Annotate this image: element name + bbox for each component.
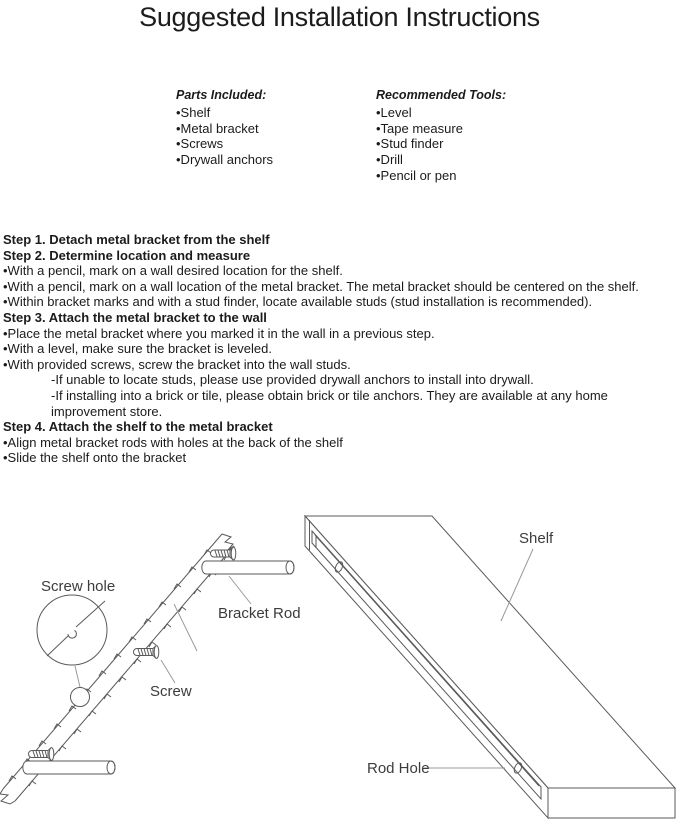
step-bullet: •Align metal bracket rods with holes at the back of the shelf: [3, 434, 343, 450]
rod-hole-label: Rod Hole: [367, 760, 430, 777]
list-item: •Screws: [176, 136, 224, 152]
instruction-steps: [3, 232, 677, 466]
screw-hole-label: Screw hole: [41, 578, 116, 595]
list-item: •Drywall anchors: [176, 152, 274, 168]
list-item: •Level: [376, 104, 412, 120]
screw-icon: [134, 646, 159, 659]
installation-diagram: [0, 480, 679, 821]
rail-break-bottom: [0, 789, 15, 804]
step-subnote: -If unable to locate studs, please use provided drywall anchors to install into drywall.: [51, 372, 534, 388]
screw-hole-magnifier: [37, 595, 107, 707]
step-bullet: •With a pencil, mark on a wall desired location for the shelf.: [3, 263, 343, 279]
screw-hole-on-rail: [71, 688, 90, 707]
step-subnote: -If installing into a brick or tile, please obtain brick or tile anchors. They are available at any home improvement store.: [51, 387, 608, 419]
list-item: •Shelf: [176, 104, 211, 120]
shelf-drawing: [305, 516, 675, 818]
bracket-rod-label: Bracket Rod: [218, 605, 301, 622]
bracket-rod-bottom: [23, 761, 115, 774]
page-title: Suggested Installation Instructions: [139, 2, 540, 32]
step-bullet: •With a pencil, mark on a wall location of the metal bracket. The metal bracket should be centered on the shelf.: [3, 278, 639, 294]
screw-rail-leader: [174, 604, 197, 651]
list-item: •Tape measure: [376, 120, 463, 136]
step-bullet: •Within bracket marks and with a stud finder, locate available studs (stud installation is recommended).: [3, 294, 593, 310]
recommended-tools-list: [376, 88, 506, 184]
parts-included-list: [176, 88, 273, 168]
tools-heading: Recommended Tools:: [376, 88, 507, 102]
list-item: •Pencil or pen: [376, 167, 457, 183]
step-heading: Step 2. Determine location and measure: [3, 247, 251, 263]
bracket-rod-top: [202, 561, 294, 574]
step-heading: Step 3. Attach the metal bracket to the wall: [3, 309, 267, 325]
screw-icon: [29, 748, 54, 761]
step-bullet: •With provided screws, screw the bracket into the wall studs.: [3, 356, 351, 372]
bracket-rod-leader: [229, 576, 251, 604]
step-bullet: •With a level, make sure the bracket is leveled.: [3, 341, 273, 357]
shelf-label: Shelf: [519, 530, 554, 547]
shelf-leader: [501, 549, 533, 621]
shelf-end-face: [548, 788, 675, 818]
step-bullet: •Slide the shelf onto the bracket: [3, 450, 187, 466]
parts-heading: Parts Included:: [176, 88, 267, 102]
magnifier-circle: [37, 595, 107, 665]
step-heading: Step 4. Attach the shelf to the metal bracket: [3, 419, 273, 435]
screw-leader: [161, 660, 175, 683]
step-bullet: •Place the metal bracket where you marked it in the wall in a previous step.: [3, 325, 435, 341]
list-item: •Drill: [376, 152, 403, 168]
step-heading: Step 1. Detach metal bracket from the shelf: [3, 232, 270, 247]
screw-label: Screw: [150, 683, 192, 700]
list-item: •Metal bracket: [176, 120, 259, 136]
list-item: •Stud finder: [376, 136, 444, 152]
